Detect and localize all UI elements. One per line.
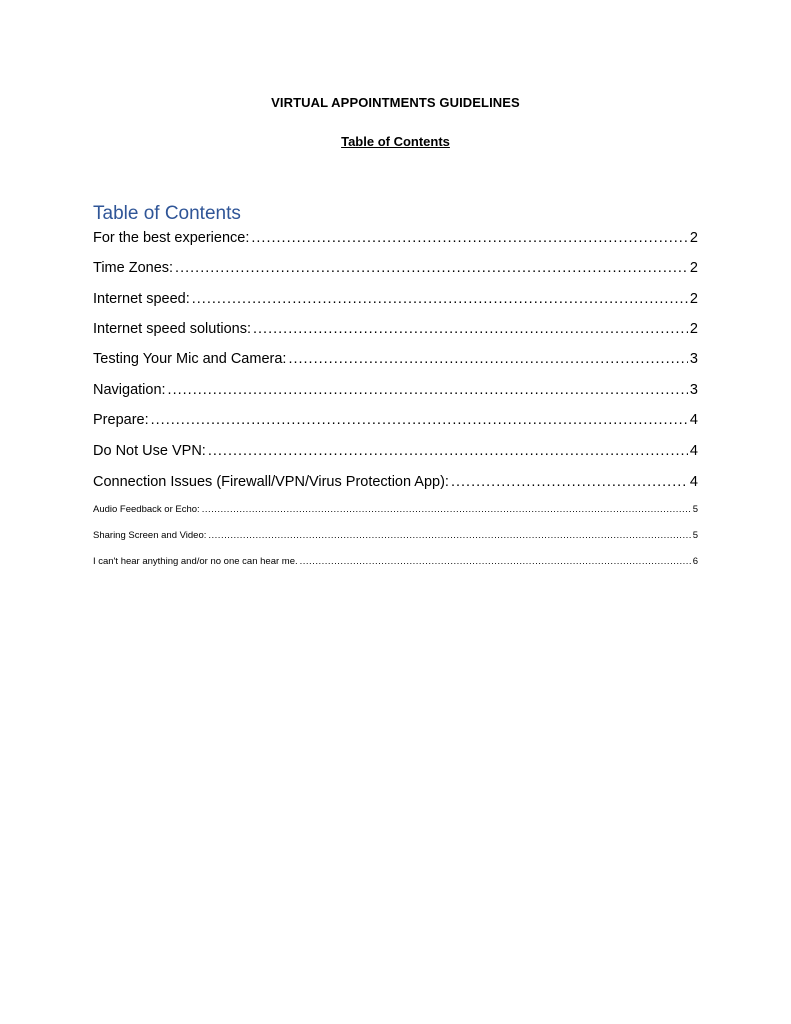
toc-entry[interactable]	[93, 260, 698, 280]
toc-entry-page: 3	[689, 382, 698, 398]
toc-entry-label: Internet speed:	[93, 291, 190, 307]
toc-entry-page: 2	[689, 260, 698, 276]
toc-entry[interactable]	[93, 474, 698, 494]
toc-entry[interactable]	[93, 351, 698, 371]
toc-entry-label: Do Not Use VPN:	[93, 443, 206, 459]
toc-entry[interactable]	[93, 291, 698, 311]
toc-dot-leader	[202, 504, 691, 515]
toc-entry[interactable]	[93, 382, 698, 402]
toc-entry-label: Internet speed solutions:	[93, 321, 251, 337]
toc-dot-leader	[208, 530, 690, 541]
toc-dot-leader	[168, 382, 688, 398]
toc-entry-label: Prepare:	[93, 412, 149, 428]
toc-heading: Table of Contents	[93, 203, 241, 224]
toc-entry[interactable]	[93, 412, 698, 432]
document-title: VIRTUAL APPOINTMENTS GUIDELINES	[271, 95, 520, 110]
toc-dot-leader	[288, 351, 687, 367]
toc-entry-label: For the best experience:	[93, 230, 250, 246]
toc-dot-leader	[253, 321, 688, 337]
toc-entry-label: Connection Issues (Firewall/VPN/Virus Protection App):	[93, 474, 449, 490]
toc-dot-leader	[208, 443, 688, 459]
toc-entry-label: Time Zones:	[93, 260, 174, 276]
toc-entry-label: Testing Your Mic and Camera:	[93, 351, 287, 367]
toc-dot-leader	[251, 230, 688, 246]
toc-entry-page: 4	[689, 412, 698, 428]
toc-entry[interactable]	[93, 230, 698, 250]
toc-dot-leader	[300, 556, 691, 567]
toc-entry-label: Audio Feedback or Echo:	[93, 504, 200, 515]
toc-entry[interactable]	[93, 530, 698, 544]
toc-entry-label: Sharing Screen and Video:	[93, 530, 207, 541]
toc-entry-page: 2	[689, 291, 698, 307]
toc-entry-page: 2	[689, 321, 698, 337]
toc-entry[interactable]	[93, 321, 698, 341]
toc-entry-page: 4	[689, 443, 698, 459]
toc-entry-page: 4	[689, 474, 698, 490]
document-subtitle: Table of Contents	[341, 134, 450, 149]
toc-entry-page: 2	[689, 230, 698, 246]
toc-entry-page: 5	[692, 530, 698, 541]
toc-entry-page: 5	[692, 504, 698, 515]
toc-entry-page: 6	[692, 556, 698, 567]
toc-entry-label: I can't hear anything and/or no one can hear me.	[93, 556, 298, 567]
toc-dot-leader	[192, 291, 688, 307]
toc-dot-leader	[175, 260, 688, 276]
toc-entry[interactable]	[93, 556, 698, 570]
toc-entry[interactable]	[93, 504, 698, 518]
toc-entry[interactable]	[93, 443, 698, 463]
toc-dot-leader	[151, 412, 688, 428]
toc-entry-label: Navigation:	[93, 382, 166, 398]
toc-dot-leader	[451, 474, 688, 490]
toc-entry-page: 3	[689, 351, 698, 367]
